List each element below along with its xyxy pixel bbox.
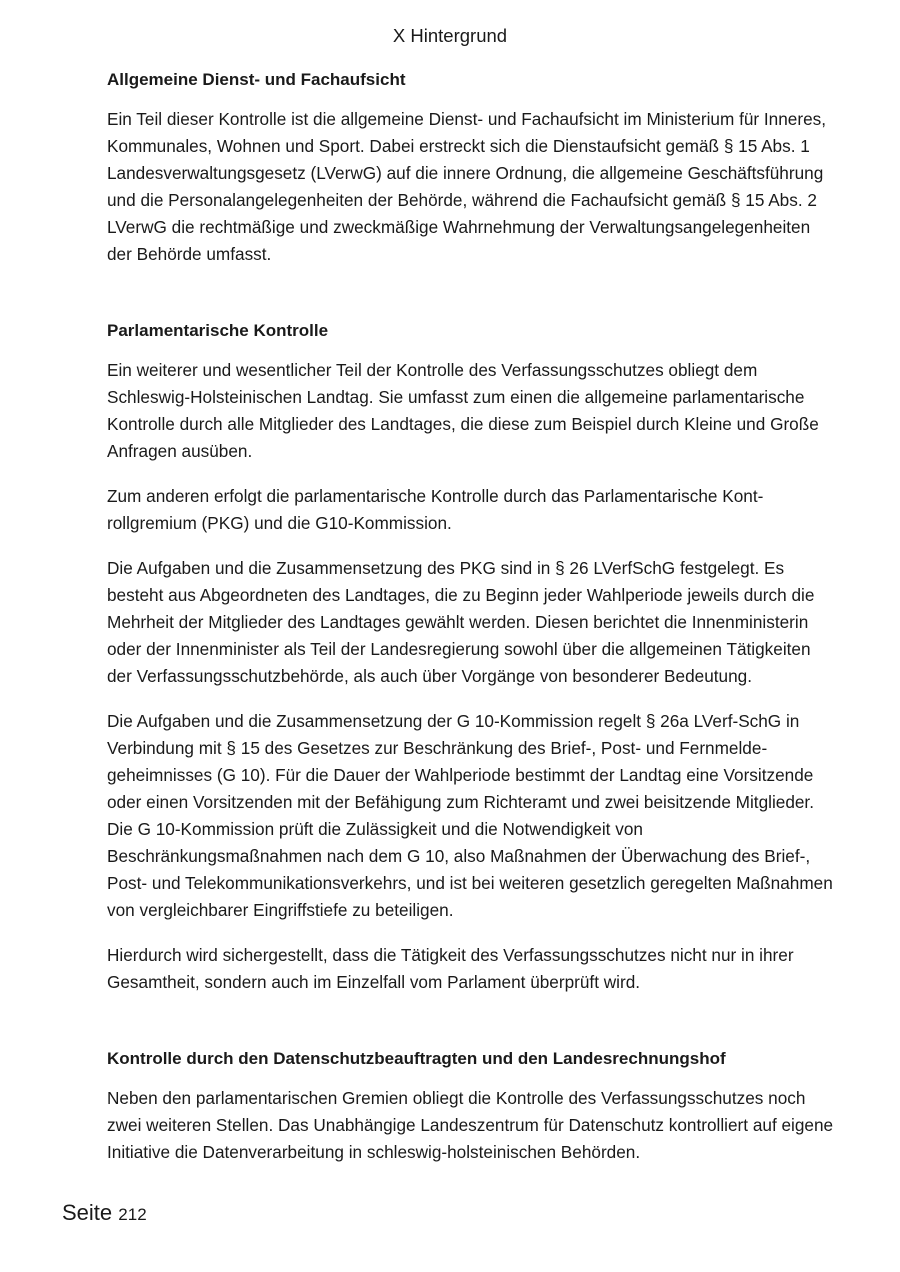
section-spacer (107, 286, 837, 319)
paragraph: Ein Teil dieser Kontrolle ist die allgemeine Dienst- und Fachaufsicht im Ministerium für Inneres, Kommunales, Wohnen und Sport. Dabei erstreckt sich die Dienstaufsicht gemäß § 15 Abs. 1 Landesverwaltungsgesetz (LVerwG) auf die innere Ordnung, die allgemeine Geschäftsführung und die Personalangelegenheiten der Behörde, während die Fachaufsicht gemäß § 15 Abs. 2 LVerwG die rechtmäßige und zweckmäßige Wahrnehmung der Verwaltungsangelegenheiten der Behörde umfasst. (107, 109, 827, 264)
paragraph: Die Aufgaben und die Zusammensetzung der G 10-Kommission regelt § 26a LVerf-SchG in Verbindung mit § 15 des Gesetzes zur Beschränkung des Brief-, Post- und Fernmeldegeheimnisses (G 10). Für die Dauer der Wahlperiode bestimmt der Landtag eine Vorsitzende oder einen Vorsitzenden mit der Befähigung zum Richteramt und zwei beisitzende Mitglieder. Die G 10-Kommission prüft die Zulässigkeit und die Notwendigkeit von Beschränkungsmaßnahmen nach dem G 10, also Maßnahmen der Überwachung des Brief-, Post- und Telekommunikationsverkehrs, und ist bei weiteren gesetzlich geregelten Maßnahmen von vergleichbarer Eingriffstiefe zu beteiligen. (107, 711, 833, 920)
section-datenschutz-rechnungshof (107, 1047, 837, 1166)
running-header-title: X Hintergrund (392, 25, 508, 46)
paragraph: Zum anderen erfolgt die parlamentarische Kontrolle durch das Parlamentarische Kontrollgremium (PKG) und die G10-Kommission. (107, 486, 764, 533)
section-dienst-fachaufsicht (107, 68, 837, 268)
page-label: Seite (62, 1200, 113, 1225)
section-heading: Parlamentarische Kontrolle (107, 321, 329, 340)
page-body (107, 68, 837, 1184)
page-footer (62, 1199, 147, 1229)
paragraph: Ein weiterer und wesentlicher Teil der Kontrolle des Verfassungsschutzes obliegt dem Schleswig-Holsteinischen Landtag. Sie umfasst zum einen die allgemeine parlamentarische Kontrolle durch alle Mitglieder des Landtages, die diese zum Beispiel durch Kleine und Große Anfragen ausüben. (107, 360, 819, 461)
paragraph: Die Aufgaben und die Zusammensetzung des PKG sind in § 26 LVerfSchG festgelegt. Es besteht aus Abgeordneten des Landtages, die zu Beginn jeder Wahlperiode jeweils durch die Mehrheit der Mitglieder des Landtages gewählt werden. Diesen berichtet die Innenministerin oder der Innenminister als Teil der Landesregierung sowohl über die allgemeinen Tätigkeiten der Verfassungsschutzbehörde, als auch über Vorgänge von besonderer Bedeutung. (107, 558, 815, 686)
section-spacer (107, 1014, 837, 1047)
paragraph: Neben den parlamentarischen Gremien obliegt die Kontrolle des Verfassungsschutzes noch zwei weiteren Stellen. Das Unabhängige Landeszentrum für Datenschutz kontrolliert auf eigene Initiative die Datenverarbeitung in schleswig-holsteinischen Behörden. (107, 1088, 834, 1162)
paragraph: Hierdurch wird sichergestellt, dass die Tätigkeit des Verfassungsschutzes nicht nur in ihrer Gesamtheit, sondern auch im Einzelfall vom Parlament überprüft wird. (107, 945, 794, 992)
section-parlamentarische-kontrolle (107, 319, 837, 996)
page-number: 212 (118, 1205, 147, 1224)
section-heading: Kontrolle durch den Datenschutzbeauftragten und den Landesrechnungshof (107, 1049, 726, 1068)
section-heading: Allgemeine Dienst- und Fachaufsicht (107, 70, 406, 89)
